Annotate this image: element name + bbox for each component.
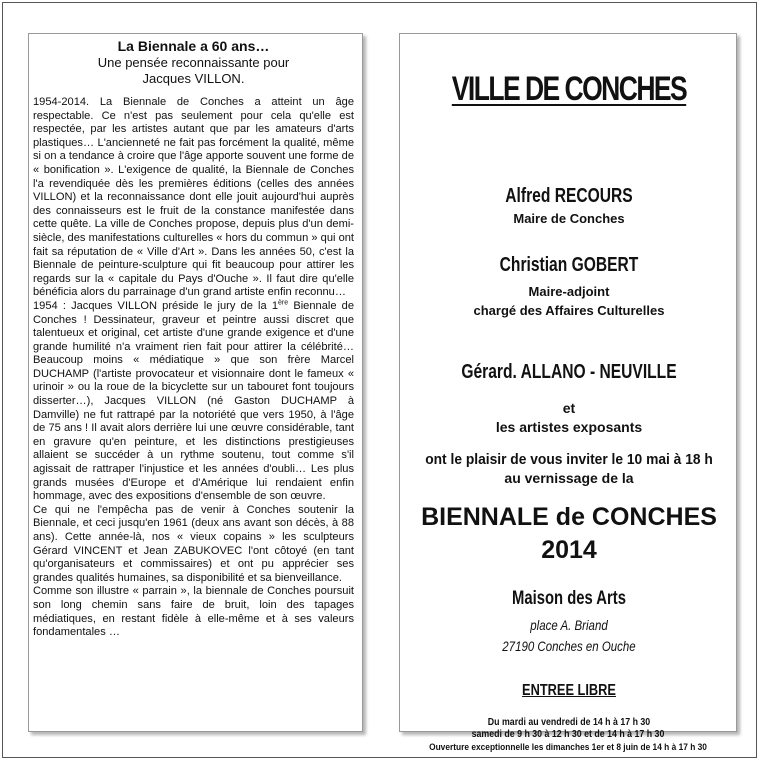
organizer-name: Gérard. ALLANO - NEUVILLE <box>461 361 677 383</box>
right-panel <box>399 33 737 732</box>
paragraph-2 <box>33 300 354 504</box>
venue-address-2: 27190 Conches en Ouche <box>502 638 636 654</box>
hours-line-2: samedi de 9 h 30 à 12 h 30 et de 14 h à 17 h 30 <box>471 729 665 740</box>
venue-address-1: place A. Briand <box>530 617 608 633</box>
paragraph-3: Ce qui ne l'empêcha pas de venir à Conches soutenir la Biennale, et ceci jusqu'en 1961 (deux ans avant son décès, à 88 ans). Cette année-là, nos « vieux copains » les sculpteurs Gérard VINCENT et Jean ZABUKOVEC l'ont côtoyé (en tant qu'organisateurs et commissaires) et ont pu apprécier ses grandes qualités humaines, sa disponibilité et sa bienveillance. <box>33 503 354 584</box>
mayor-role: Maire de Conches <box>513 211 625 226</box>
deputy-name: Christian GOBERT <box>499 254 639 276</box>
deputy-role-2: chargé des Affaires Culturelles <box>473 303 665 318</box>
article-subtitle-line-2: Jacques VILLON. <box>142 71 245 86</box>
superscript-ere: ère <box>278 299 289 307</box>
free-entry: ENTREE LIBRE <box>522 682 616 699</box>
paragraph-4: Comme son illustre « parrain », la biennale de Conches poursuit son long chemin sans faire de bruit, loin des tapages médiatiques, en restant fidèle à elle-même et à ses valeurs fondamentales … <box>33 585 354 639</box>
event-year: 2014 <box>541 536 597 564</box>
hours-line-1: Du mardi au vendredi de 14 h à 17 h 30 <box>487 717 651 728</box>
venue-name: Maison des Arts <box>512 588 626 609</box>
artists-text: les artistes exposants <box>495 419 643 435</box>
mayor-name: Alfred RECOURS <box>505 185 633 207</box>
deputy-role-1: Maire-adjoint <box>528 284 610 299</box>
invitation-title: VILLE DE CONCHES <box>451 70 687 108</box>
invite-line-2: au vernissage de la <box>504 470 634 486</box>
and-text: et <box>562 400 576 416</box>
paragraph-1: 1954-2014. La Biennale de Conches a atteint un âge respectable. Ce n'est pas seulement pour cela qu'elle est respectée, par les artistes autant que par les amateurs d'arts plastiques… L'ancienneté ne fait pas forcément la qualité, même si on a tendance à croire que l'âge apporte souvent une forme de « bonification ». L'exigence de qualité, la Biennale de Conches l'a revendiquée dès les premières éditions (celles des années VILLON) et la reconnaissance dont elle jouit aujourd'hui auprès des connaisseurs est le fruit de la constance manifestée dans cette quête. La ville de Conches propose, depuis plus d'un demi-siècle, des manifestations culturelles « hors du commun » qui ont fait sa réputation de « Ville d'Art ». Dans les années 50, c'est la Biennale de peinture-sculpture qui fit beaucoup pour attirer les regards sur la « capitale du Pays d'Ouche ». Il faut dire qu'elle bénéficia alors du parrainage d'un grand artiste enfin reconnu… <box>33 96 354 299</box>
hours-line-3: Ouverture exceptionnelle les dimanches 1er et 8 juin de 14 h à 17 h 30 <box>429 742 707 753</box>
left-panel <box>28 33 363 732</box>
paragraph-2-rest: Biennale de Conches ! Dessinateur, graveur et peintre aussi discret que talentueux et original, cet artiste d'une grande exigence et d'une grande humilité n'a vraiment rien fait pour attirer la célébrité… Beaucoup moins « médiatique » que son frère Marcel DUCHAMP (l'artiste provocateur et visionnaire dont le fameux « urinoir » ou la roue de la bicyclette sur un tabouret font toujours disserter…), Jacques VILLON (né Gaston DUCHAMP à Damville) ne fut rattrapé par la notoriété que vers 1950, à l'âge de 75 ans ! Il avait alors derrière lui une œuvre considérable, tant en gravure qu'en peinture, et les distinctions prestigieuses allaient se succéder à un rythme soutenu, tout comme s'il agissait de rattraper l'injustice et les années d'oubli… Les plus grands musées d'Europe et d'Amérique lui rendaient enfin hommage, avec des expositions d'ensemble de son œuvre. <box>33 299 354 503</box>
paragraph-2-start: 1954 : Jacques VILLON préside le jury de la 1 <box>33 299 279 312</box>
invite-line-1: ont le plaisir de vous inviter le 10 mai à 18 h <box>425 451 713 468</box>
article-body <box>33 96 354 640</box>
article-title: La Biennale a 60 ans… <box>117 38 270 54</box>
event-name: BIENNALE de CONCHES <box>421 503 717 531</box>
article-subtitle-line-1: Une pensée reconnaissante pour <box>97 55 290 70</box>
